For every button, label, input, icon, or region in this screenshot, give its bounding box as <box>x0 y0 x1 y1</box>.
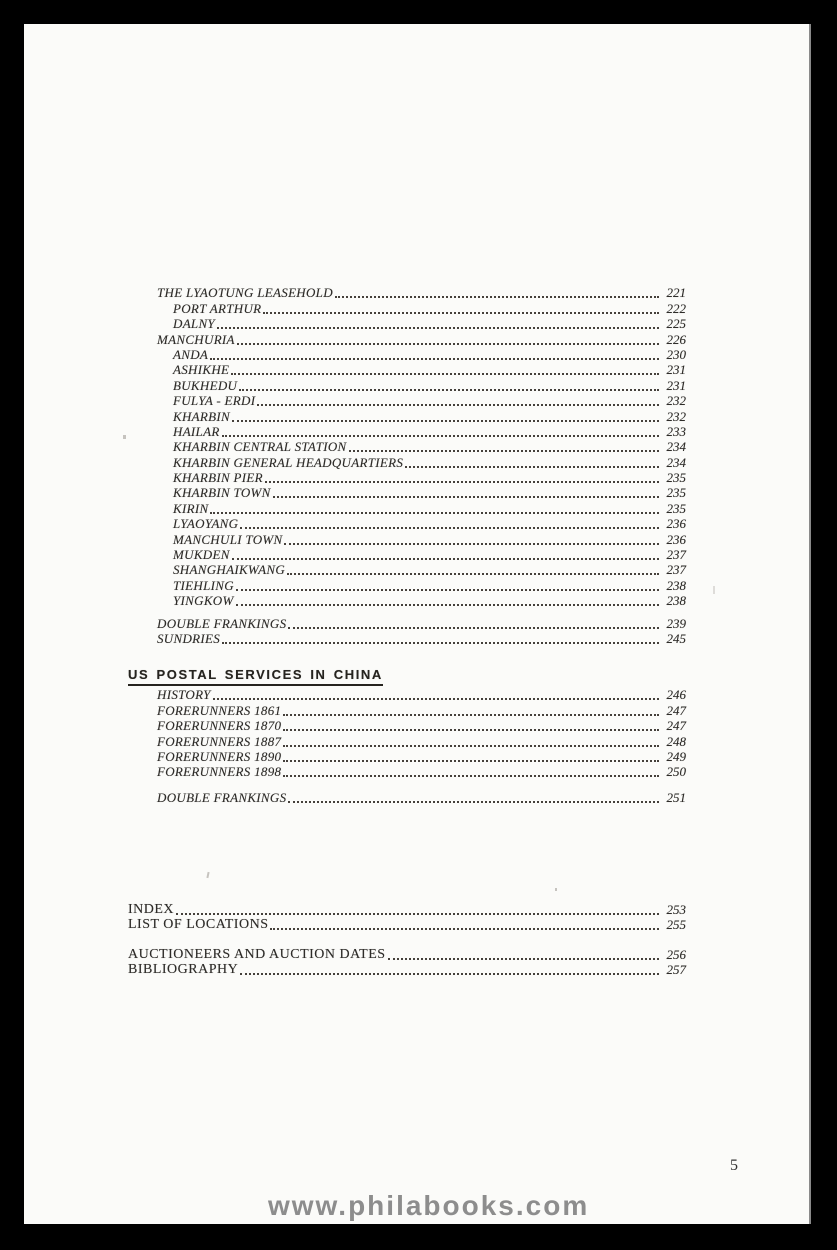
toc-entry-page: 233 <box>666 423 686 439</box>
toc-entry-page: 231 <box>666 377 686 393</box>
toc-entry-label: DALNY <box>173 316 215 332</box>
toc-entry-label: FORERUNNERS 1887 <box>157 733 282 749</box>
toc-entry-page: 222 <box>666 300 686 316</box>
scan-speck <box>206 872 209 878</box>
dot-leader <box>213 698 659 700</box>
dot-leader <box>263 312 659 314</box>
toc-entry-label: HAILAR <box>173 423 220 439</box>
dot-leader <box>270 928 659 930</box>
toc-entry <box>128 548 686 563</box>
dot-leader <box>283 714 659 716</box>
toc-entry <box>128 594 686 609</box>
toc-entry <box>128 532 686 547</box>
toc-entry-label: SHANGHAIKWANG <box>173 562 286 578</box>
toc-entry-label: KIRIN <box>173 500 209 516</box>
dot-leader <box>288 627 659 629</box>
toc-entry <box>128 903 686 918</box>
toc-entry-label: FORERUNNERS 1861 <box>157 702 282 718</box>
toc-entry-label: LIST OF LOCATIONS <box>128 917 269 933</box>
dot-leader <box>239 389 659 391</box>
toc-entry-page: 238 <box>666 577 686 593</box>
toc-entry-label: YINGKOW <box>173 593 234 609</box>
dot-leader <box>210 358 659 360</box>
toc-entry-label: KHARBIN TOWN <box>173 485 271 501</box>
dot-leader <box>283 729 659 731</box>
toc-entry-label: SUNDRIES <box>157 630 221 646</box>
toc-entry-page: 248 <box>666 733 686 749</box>
watermark-text: www.philabooks.com <box>268 1190 590 1221</box>
toc-entry <box>128 363 686 378</box>
dot-leader <box>283 760 659 762</box>
toc-entry-page: 253 <box>666 902 686 918</box>
dot-leader <box>236 604 659 606</box>
dot-leader <box>210 512 659 514</box>
toc-entry-label: MANCHURIA <box>157 331 235 347</box>
dot-leader <box>288 801 659 803</box>
toc-entry-label: BUKHEDU <box>173 377 238 393</box>
toc-entry-page: 235 <box>666 500 686 516</box>
toc-entry-page: 232 <box>666 393 686 409</box>
toc-section <box>128 666 686 806</box>
toc-entry <box>128 501 686 516</box>
toc-entry <box>128 790 686 805</box>
toc-entry-label: KHARBIN <box>173 408 230 424</box>
toc-entry-page: 246 <box>666 687 686 703</box>
dot-leader <box>349 450 659 452</box>
toc-entry-label: KHARBIN CENTRAL STATION <box>173 439 347 455</box>
toc-entry <box>128 301 686 316</box>
toc-entry-page: 231 <box>666 362 686 378</box>
toc-entry-page: 235 <box>666 485 686 501</box>
toc-entry <box>128 517 686 532</box>
section-heading: US POSTAL SERVICES IN CHINA <box>128 667 383 686</box>
dot-leader <box>257 404 659 406</box>
toc-entry-label: MUKDEN <box>173 547 230 563</box>
toc-entry-page: 236 <box>666 516 686 532</box>
dot-leader <box>231 373 659 375</box>
toc-entry-page: 239 <box>666 615 686 631</box>
book-page <box>24 24 811 1224</box>
toc-entry-label: KHARBIN GENERAL HEADQUARTIERS <box>173 454 404 470</box>
toc-entry-page: 250 <box>666 764 686 780</box>
toc-entry <box>128 703 686 718</box>
toc-section <box>128 903 686 978</box>
toc-entry-page: 255 <box>666 917 686 933</box>
dot-leader <box>405 466 659 468</box>
toc-entry <box>128 578 686 593</box>
toc-entry <box>128 918 686 933</box>
toc-entry <box>128 409 686 424</box>
toc-entry-label: TIEHLING <box>173 577 234 593</box>
dot-leader <box>232 558 659 560</box>
toc-entry-page: 232 <box>666 408 686 424</box>
toc-entry-page: 226 <box>666 331 686 347</box>
toc-entry-page: 237 <box>666 562 686 578</box>
toc-entry-label: FORERUNNERS 1890 <box>157 748 282 764</box>
scan-speck <box>555 888 557 891</box>
toc-entry <box>128 394 686 409</box>
toc-entry-page: 236 <box>666 531 686 547</box>
dot-leader <box>222 435 659 437</box>
toc-entry-page: 234 <box>666 439 686 455</box>
dot-leader <box>222 642 659 644</box>
toc-entry <box>128 948 686 963</box>
toc-entry-label: THE LYAOTUNG LEASEHOLD <box>157 285 333 301</box>
toc-entry-page: 249 <box>666 748 686 764</box>
dot-leader <box>176 913 659 915</box>
toc-entry-label: KHARBIN PIER <box>173 470 263 486</box>
toc-entry <box>128 440 686 455</box>
toc-entry-label: ANDA <box>173 346 209 362</box>
toc-entry <box>128 286 686 301</box>
dot-leader <box>232 420 659 422</box>
toc-entry-label: FORERUNNERS 1898 <box>157 764 282 780</box>
dot-leader <box>240 527 659 529</box>
dot-leader <box>335 296 659 298</box>
dot-leader <box>283 745 659 747</box>
toc-entry <box>128 688 686 703</box>
toc-entry <box>128 332 686 347</box>
toc-entry-label: MANCHULI TOWN <box>173 531 283 547</box>
toc-entry-label: FORERUNNERS 1870 <box>157 718 282 734</box>
toc-entry-page: 225 <box>666 316 686 332</box>
toc-entry <box>128 348 686 363</box>
toc-entry-page: 230 <box>666 346 686 362</box>
toc-entry-page: 257 <box>666 962 686 978</box>
dot-leader <box>287 573 659 575</box>
scan-speck <box>713 586 715 594</box>
toc-entry-page: 245 <box>666 630 686 646</box>
toc-entry-page: 234 <box>666 454 686 470</box>
toc-entry <box>128 378 686 393</box>
toc-entry-page: 238 <box>666 593 686 609</box>
toc-section <box>128 286 686 647</box>
toc-entry-page: 247 <box>666 702 686 718</box>
dot-leader <box>237 343 659 345</box>
scan-speck <box>123 435 126 439</box>
dot-leader <box>236 589 659 591</box>
toc-entry-label: FULYA - ERDI <box>173 393 256 409</box>
dot-leader <box>217 327 659 329</box>
toc-entry-label: DOUBLE FRANKINGS <box>157 789 287 805</box>
toc-entry <box>128 486 686 501</box>
toc-entry <box>128 425 686 440</box>
toc-entry <box>128 719 686 734</box>
toc-entry-label: HISTORY <box>157 687 211 703</box>
toc-entry <box>128 317 686 332</box>
toc-entry <box>128 455 686 470</box>
toc-entry-label: DOUBLE FRANKINGS <box>157 615 287 631</box>
toc-entry-page: 247 <box>666 718 686 734</box>
toc-entry <box>128 563 686 578</box>
dot-leader <box>284 543 659 545</box>
toc-entry-page: 221 <box>666 285 686 301</box>
toc-entry-label: LYAOYANG <box>173 516 239 532</box>
toc-entry <box>128 632 686 647</box>
toc-entry-label: ASHIKHE <box>173 362 230 378</box>
toc-entry-page: 237 <box>666 547 686 563</box>
toc-entry <box>128 963 686 978</box>
dot-leader <box>273 496 659 498</box>
toc-entry-page: 251 <box>666 789 686 805</box>
toc-entry <box>128 616 686 631</box>
toc-entry <box>128 750 686 765</box>
toc-entry <box>128 471 686 486</box>
dot-leader <box>265 481 659 483</box>
page-number: 5 <box>730 1157 738 1174</box>
toc-entry <box>128 765 686 780</box>
toc-entry-label: BIBLIOGRAPHY <box>128 962 239 978</box>
toc-entry-page: 256 <box>666 947 686 963</box>
dot-leader <box>240 973 659 975</box>
toc-entry-label: INDEX <box>128 902 175 918</box>
toc-entry <box>128 734 686 749</box>
toc-entry-page: 235 <box>666 470 686 486</box>
toc-entry-label: AUCTIONEERS AND AUCTION DATES <box>128 947 386 963</box>
dot-leader <box>283 775 659 777</box>
dot-leader <box>388 958 659 960</box>
toc-entry-label: PORT ARTHUR <box>173 300 262 316</box>
